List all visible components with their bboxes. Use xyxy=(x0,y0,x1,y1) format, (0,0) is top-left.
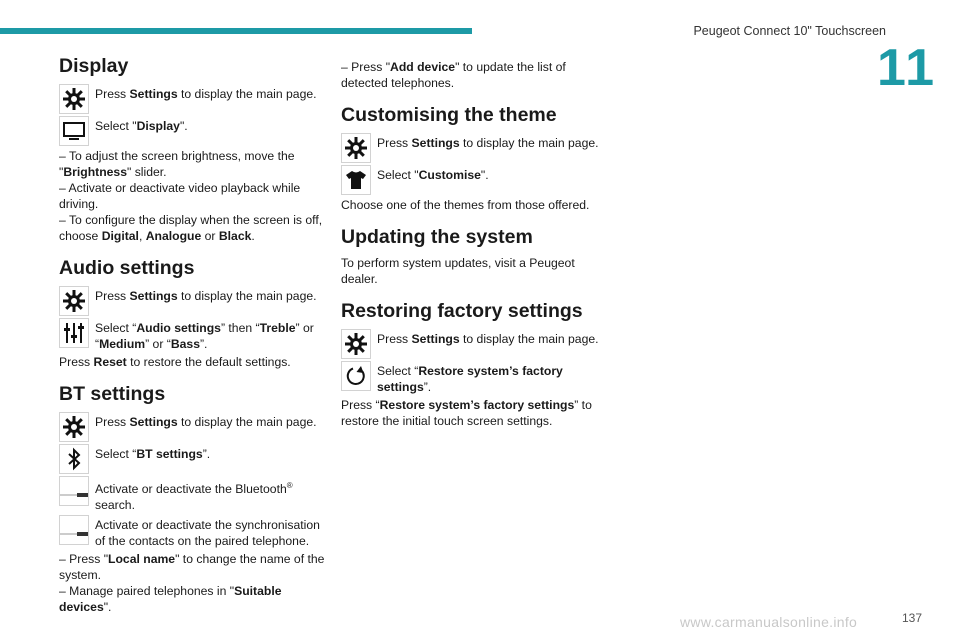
step-select-customise: Select "Customise". xyxy=(341,165,607,195)
bt-bullet-suitable-devices: – Manage paired telephones in "Suitable devices". xyxy=(59,584,282,615)
step-press-settings: Press Settings to display the main page. xyxy=(59,84,325,114)
section-title-bt: BT settings xyxy=(59,383,166,405)
refresh-icon xyxy=(341,361,371,391)
gear-icon xyxy=(59,412,89,442)
display-bullet-brightness: – To adjust the screen brightness, move the "Brightness" slider. xyxy=(59,149,295,179)
bt-bullet-local-name: – Press "Local name" to change the name of the system. xyxy=(59,552,325,583)
section-display xyxy=(59,54,325,244)
step-select-audio-settings: Select “Audio settings” then “Treble” or “Medium” or “Bass”. xyxy=(59,318,325,352)
section-title-display: Display xyxy=(59,55,129,77)
audio-reset-text: Press Reset to restore the default settings. xyxy=(59,355,291,369)
running-title: Peugeot Connect 10" Touchscreen xyxy=(693,24,886,38)
section-factory xyxy=(341,299,607,429)
step-toggle-bluetooth-search: Activate or deactivate the Bluetooth® search. xyxy=(59,476,325,513)
display-bullet-screen-off: – To configure the display when the screen is off, choose Digital, Analogue or Black. xyxy=(59,213,323,243)
factory-final-text: Press “Restore system’s factory settings” to restore the initial touch screen settings. xyxy=(341,398,592,428)
section-title-update: Updating the system xyxy=(341,226,533,248)
gear-icon xyxy=(59,84,89,114)
step-select-bt-settings: Select “BT settings”. xyxy=(59,444,325,474)
display-bullet-video: – Activate or deactivate video playback while driving. xyxy=(59,181,301,211)
gear-icon xyxy=(341,133,371,163)
toggle-switch-icon xyxy=(59,515,89,545)
step-select-restore: Select “Restore system’s factory settings”. xyxy=(341,361,607,395)
section-update xyxy=(341,225,607,287)
section-audio xyxy=(59,256,325,370)
step-select-display: Select "Display". xyxy=(59,116,325,146)
chapter-number: 11 xyxy=(877,39,936,97)
theme-note: Choose one of the themes from those offered. xyxy=(341,198,590,212)
right-column xyxy=(341,59,607,441)
gear-icon xyxy=(59,286,89,316)
update-text: To perform system updates, visit a Peugeot dealer. xyxy=(341,256,575,286)
toggle-switch-icon xyxy=(59,476,89,506)
watermark: www.carmanualsonline.info xyxy=(680,614,858,630)
step-toggle-contact-sync: Activate or deactivate the synchronisation of the contacts on the paired telephone. xyxy=(59,515,325,549)
section-bt xyxy=(59,382,325,615)
bluetooth-icon xyxy=(59,444,89,474)
tshirt-icon xyxy=(341,165,371,195)
header-accent-bar xyxy=(0,28,472,34)
sliders-icon xyxy=(59,318,89,348)
monitor-icon xyxy=(59,116,89,146)
step-press-settings: Press Settings to display the main page. xyxy=(59,286,325,316)
step-press-settings: Press Settings to display the main page. xyxy=(59,412,325,442)
step-press-settings: Press Settings to display the main page. xyxy=(341,133,607,163)
left-column xyxy=(59,54,325,627)
step-press-settings: Press Settings to display the main page. xyxy=(341,329,607,359)
section-theme xyxy=(341,103,607,213)
bt-bullet-add-device: – Press "Add device" to update the list of detected telephones. xyxy=(341,60,566,90)
section-title-audio: Audio settings xyxy=(59,257,195,279)
page-number: 137 xyxy=(901,611,922,625)
section-title-theme: Customising the theme xyxy=(341,104,557,126)
gear-icon xyxy=(341,329,371,359)
section-title-factory: Restoring factory settings xyxy=(341,300,583,322)
